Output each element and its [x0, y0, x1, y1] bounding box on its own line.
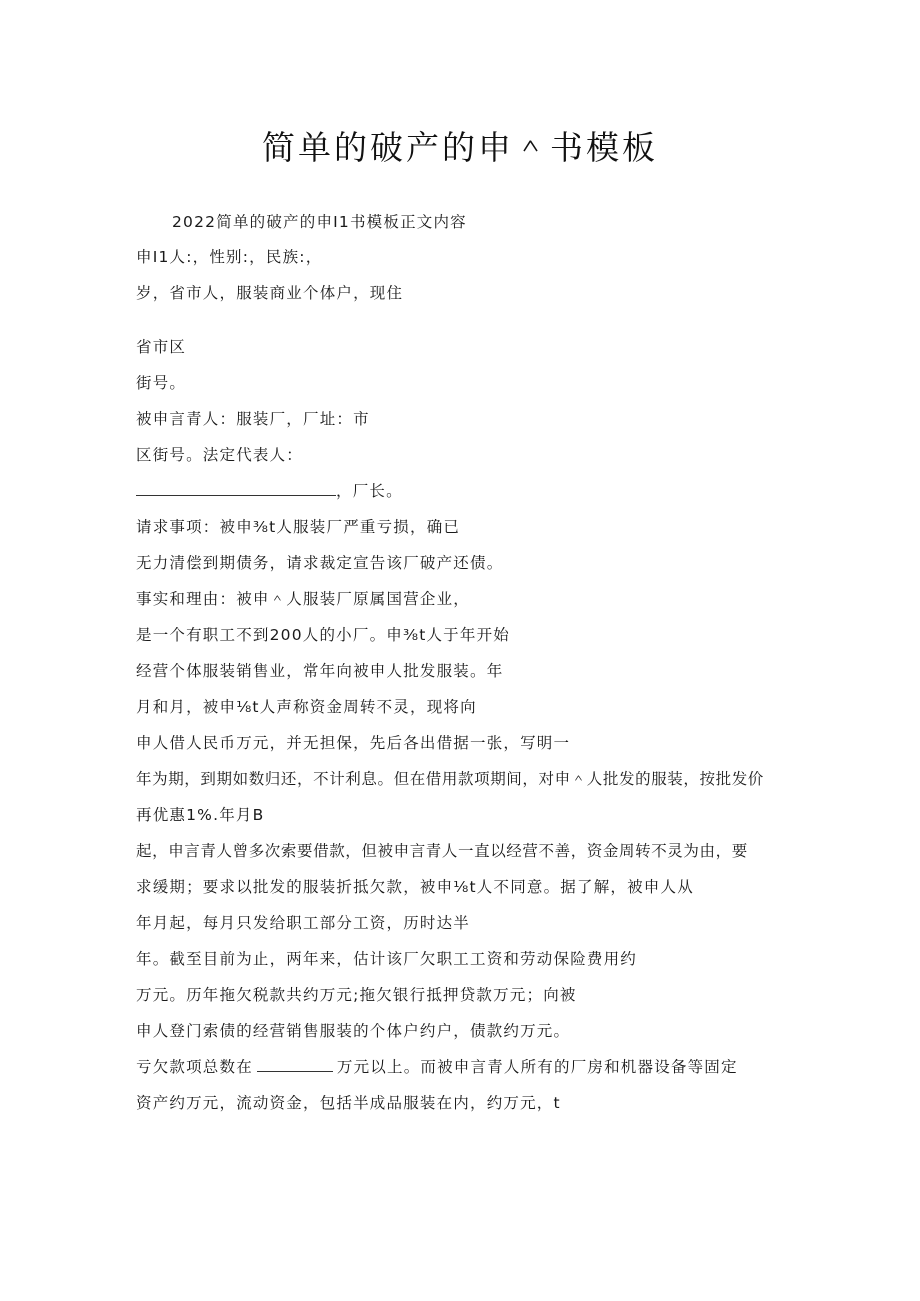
- body-line-6: 被申言青人：服装厂，厂址：市: [136, 410, 370, 428]
- body-line-20: 年月起，每月只发给职工部分工资，历时达半: [136, 914, 471, 932]
- body-line-2: 申I1人:，性别:，民族:，: [136, 248, 323, 266]
- body-line-4: 省市区: [136, 338, 187, 356]
- document-title: 简单的破产的申＾书模板: [262, 128, 658, 167]
- body-line-18: 起，申言青人曾多次索要借款，但被申言青人一直以经营不善，资金周转不灵为由，要: [136, 842, 748, 860]
- body-line-11: 事实和理由：被申＾人服装厂原属国营企业，: [136, 590, 471, 608]
- body-line-16: 年为期，到期如数归还，不计利息。但在借用款项期间，对申＾人批发的服装，按批发价: [136, 770, 764, 788]
- body-line-3: 岁，省市人，服装商业个体户，现住: [136, 284, 404, 302]
- name-blank-field: [136, 481, 336, 496]
- body-line-8: [136, 480, 403, 502]
- body-line-8-text: ，厂长。: [336, 482, 403, 500]
- body-line-24-text-end: 万元以上。而被申言青人所有的厂房和机器设备等固定: [336, 1058, 738, 1076]
- body-line-17: 再优惠1%.年月B: [136, 806, 265, 824]
- body-line-13: 经营个体服装销售业，常年向被申人批发服装。年: [136, 662, 504, 680]
- body-line-21: 年。截至目前为止，两年来，估计该厂欠职工工资和劳动保险费用约: [136, 950, 638, 968]
- body-line-9: 请求事项：被申⅜t人服装厂严重亏损，确已: [136, 518, 461, 536]
- body-line-5: 街号。: [136, 374, 187, 392]
- body-line-7: 区街号。法定代表人：: [136, 446, 304, 464]
- body-line-24: [136, 1056, 738, 1078]
- body-line-25: 资产约万元，流动资金，包括半成品服装在内，约万元，t: [136, 1094, 561, 1112]
- body-line-14: 月和月，被申⅛t人声称资金周转不灵，现将向: [136, 698, 477, 716]
- body-line-23: 申人登门索债的经营销售服装的个体户约户，债款约万元。: [136, 1022, 571, 1040]
- body-line-12: 是一个有职工不到200人的小厂。申⅜t人于年开始: [136, 626, 510, 644]
- body-line-10: 无力清偿到期债务，请求裁定宣告该厂破产还债。: [136, 554, 504, 572]
- body-line-15: 申人借人民币万元，并无担保，先后各出借据一张，写明一: [136, 734, 571, 752]
- body-line-19: 求缓期；要求以批发的服装折抵欠款，被申⅛t人不同意。据了解，被申人从: [136, 878, 694, 896]
- amount-blank-field: [257, 1057, 333, 1072]
- body-line-24-text-start: 亏欠款项总数在: [136, 1058, 253, 1076]
- body-line-1: 2022简单的破产的申I1书模板正文内容: [172, 213, 467, 231]
- body-line-22: 万元。历年拖欠税款共约万元;拖欠银行抵押贷款万元；向被: [136, 986, 577, 1004]
